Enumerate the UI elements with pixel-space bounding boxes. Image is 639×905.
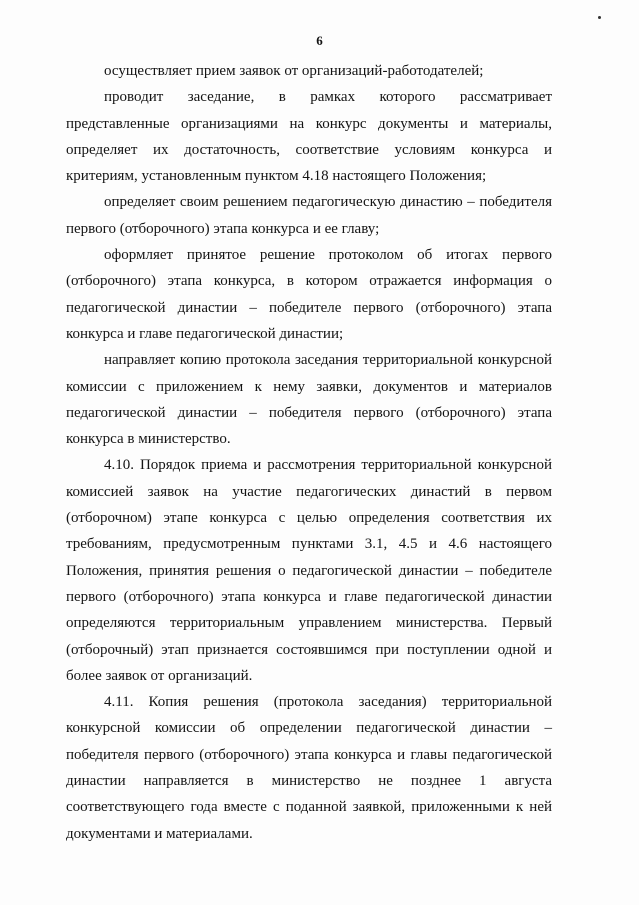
paragraph-determine-winner: определяет своим решением педагогическую династию – победителя первого (отборочного) этапа конкурса и ее главу;	[66, 194, 552, 237]
paragraph-receive-applications: осуществляет прием заявок от организаций-работодателей;	[104, 63, 484, 79]
page-number: 6	[316, 33, 323, 48]
paragraph-protocol: оформляет принятое решение протоколом об итогах первого (отборочного) этапа конкурса, в котором отражается информация о педагогической династии – победителе первого (отборочного) этапа конкурса и главе педагогической династии;	[66, 247, 552, 342]
paragraph-send-copy: направляет копию протокола заседания территориальной конкурсной комиссии с приложением к нему заявки, документов и материалов педагогической династии – победителя первого (отборочного) этапа конкурса в министерство.	[66, 352, 552, 448]
scan-speck	[598, 16, 601, 19]
paragraph-4-10: 4.10. Порядок приема и рассмотрения территориальной конкурсной комиссией заявок на участие педагогических династий в первом (отборочном) этапе конкурса с целью определения соответствия их требованиям, предусмотренным пунктами 3.1, 4.5 и 4.6 настоящего Положения, принятия решения о педагогической династии – победителе первого (отборочного) этапа конкурса и главе педагогической династии определяются территориальным управлением министерства. Первый (отборочный) этап признается состоявшимся при поступлении одной и более заявок от организаций.	[66, 457, 552, 684]
paragraph-4-11: 4.11. Копия решения (протокола заседания) территориальной конкурсной комиссии об определении педагогической династии – победителя первого (отборочного) этапа конкурса и главы педагогической династии направляется в министерство не позднее 1 августа соответствующего года вместе с поданной заявкой, приложенными к ней документами и материалами.	[66, 694, 552, 842]
document-body	[66, 58, 552, 847]
paragraph-hold-meeting: проводит заседание, в рамках которого рассматривает представленные организациями на конкурс документы и материалы, определяет их достаточность, соответствие условиям конкурса и критериям, установленным пунктом 4.18 настоящего Положения;	[66, 89, 552, 185]
